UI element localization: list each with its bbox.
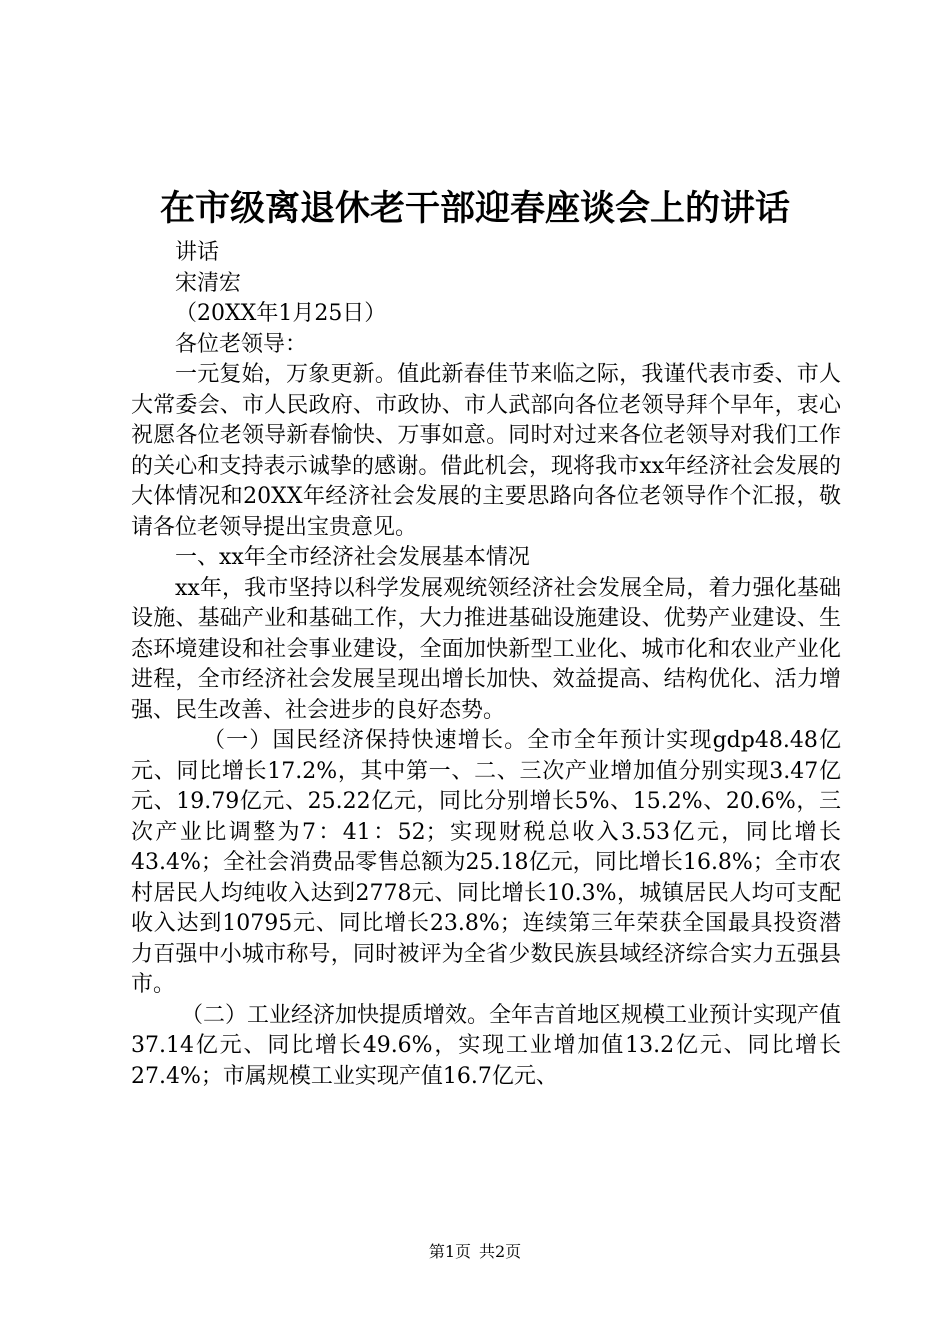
doc-line-date: （20XX年1月25日） (175, 301, 387, 326)
page-total: 共2页 (479, 1242, 522, 1261)
page-footer (0, 1241, 950, 1263)
document-body (131, 238, 841, 1092)
doc-line-author: 宋清宏 (175, 270, 242, 296)
doc-line-genre: 讲话 (175, 240, 220, 265)
document-title: 在市级离退休老干部迎春座谈会上的讲话 (159, 188, 790, 229)
section-heading-1: 一、xx年全市经济社会发展基本情况 (175, 545, 530, 570)
doc-line-salutation: 各位老领导： (175, 331, 308, 357)
paragraph-intro: 一元复始，万象更新。值此新春佳节来临之际，我谨代表市委、市人大常委会、市人民政府、市政协、市人武部向各位老领导拜个早年，衷心祝愿各位老领导新春愉快、万事如意。同时对过来各位老领导对我们工作的关心和支持表示诚挚的感谢。借此机会，现将我市xx年经济社会发展的大体情况和20XX年经济社会发展的主要思路向各位老领导作个汇报，敬请各位老领导提出宝贵意见。 (131, 362, 841, 540)
page-number: 第1页 (428, 1242, 471, 1261)
paragraph-economy: （一）国民经济保持快速增长。全市全年预计实现gdp48.48亿元、同比增长17.2%，其中第一、二、三次产业增加值分别实现3.47亿元、19.79亿元、25.22亿元，同比分别增长5%、15.2%、20.6%，三次产业比调整为7：41：52；实现财税总收入3.53亿元，同比增长43.4%；全社会消费品零售总额为25.18亿元，同比增长16.8%；全市农村居民人均纯收入达到2778元、同比增长10.3%，城镇居民人均可支配收入达到10795元、同比增长23.8%；连续第三年荣获全国最具投资潜力百强中小城市称号，同时被评为全省少数民族县域经济综合实力五强县市。 (131, 728, 841, 997)
paragraph-overview: xx年，我市坚持以科学发展观统领经济社会发展全局，着力强化基础设施、基础产业和基础工作，大力推进基础设施建设、优势产业建设、生态环境建设和社会事业建设，全面加快新型工业化、城市化和农业产业化进程，全市经济社会发展呈现出增长加快、效益提高、结构优化、活力增强、民生改善、社会进步的良好态势。 (131, 575, 841, 723)
paragraph-industry: （二）工业经济加快提质增效。全年吉首地区规模工业预计实现产值37.14亿元、同比增长49.6%，实现工业增加值13.2亿元、同比增长27.4%；市属规模工业实现产值16.7亿元、 (131, 1002, 842, 1089)
